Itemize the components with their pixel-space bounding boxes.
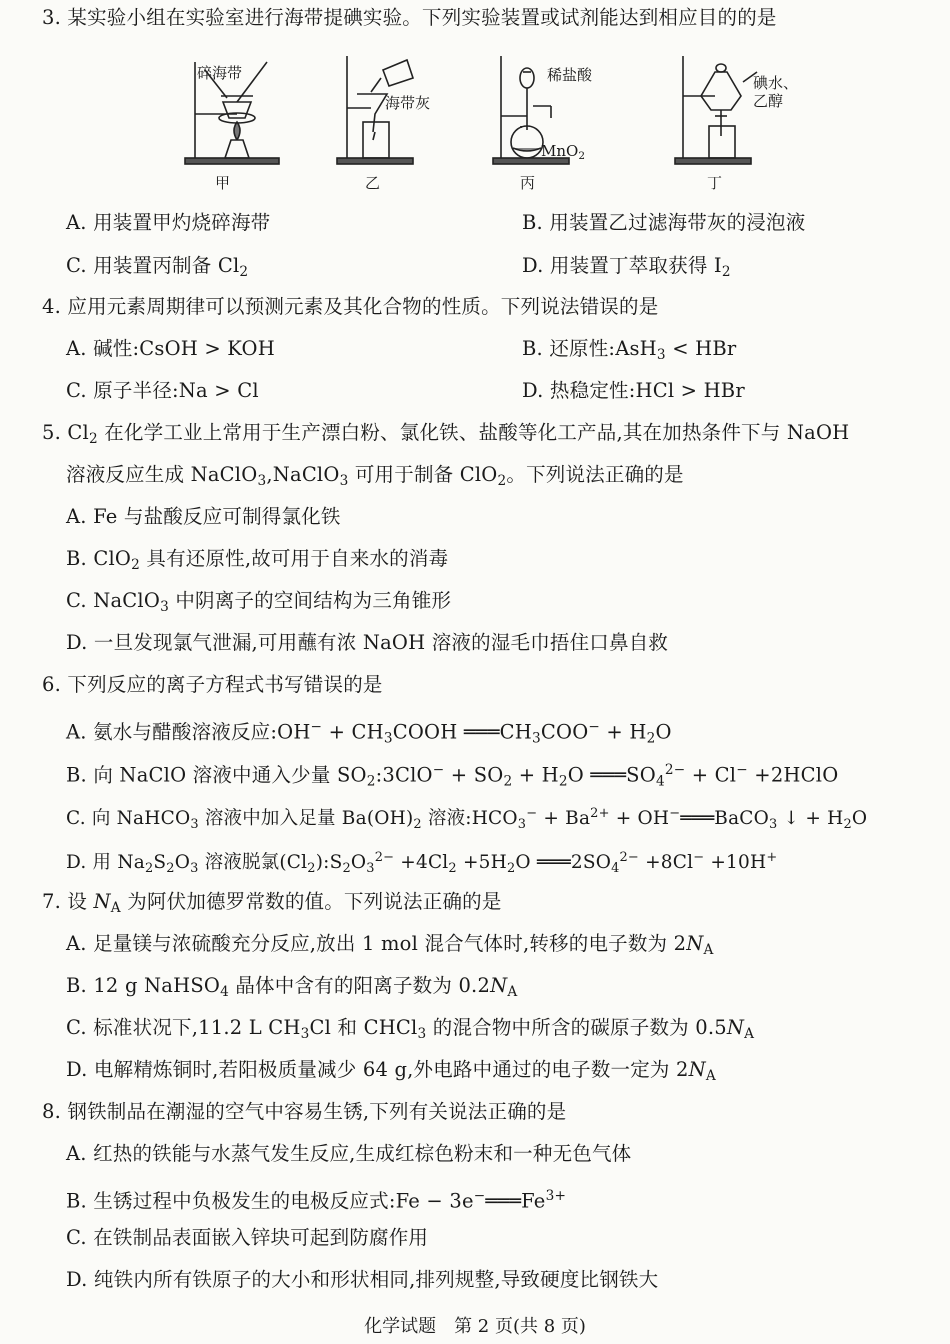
q3-option-a: A. 用装置甲灼烧碎海带	[66, 211, 271, 234]
apparatus-ding	[675, 56, 757, 164]
label-iodine-water: 碘水、	[753, 74, 799, 92]
q7-option-b: B. 12 g NaHSO$_4$ 晶体中含有的阳离子数为 $0.2N_A$	[66, 974, 518, 1001]
label-mno2: MnO$_2$	[541, 142, 586, 163]
label-seaweed-fragments: 碎海带	[197, 64, 243, 82]
q4-option-c: C. 原子半径:Na > Cl	[66, 379, 259, 402]
q8-stem: 8. 钢铁制品在潮湿的空气中容易生锈,下列有关说法正确的是	[42, 1100, 567, 1123]
q3-option-c: C. 用装置丙制备 $Cl_2$	[66, 254, 249, 281]
q5-option-d: D. 一旦发现氯气泄漏,可用蘸有浓 NaOH 溶液的湿毛巾捂住口鼻自救	[66, 631, 669, 654]
caption-bing: 丙	[520, 174, 536, 192]
caption-yi: 乙	[365, 174, 381, 192]
q4-option-a: A. 碱性:CsOH > KOH	[66, 337, 275, 360]
caption-jia: 甲	[215, 174, 231, 192]
apparatus-drawing	[175, 42, 825, 202]
q6-option-c: C. 向 NaHCO$_3$ 溶液中加入足量 $Ba(OH)_2$ 溶液$:HCO_3^- + Ba^{2+}$ + OH−═══BaCO$_3$ ↓ + $H_2O$	[66, 806, 868, 832]
label-dilute-hcl: 稀盐酸	[547, 66, 593, 84]
q6-option-d: D. 用 $Na_2S_2O_3$ 溶液脱氯$(Cl_2):S_2O_3^{2-} +4Cl_2 +5H_2O$ $═══2SO_4^{2-} +8Cl^- +10H^+$	[66, 850, 778, 876]
q7-stem: 7. 设 $N_A$ 为阿伏加德罗常数的值。下列说法正确的是	[42, 890, 502, 917]
q3-stem: 3. 某实验小组在实验室进行海带提碘实验。下列实验装置或试剂能达到相应目的的是	[42, 6, 777, 29]
q8-option-d: D. 纯铁内所有铁原子的大小和形状相同,排列规整,导致硬度比钢铁大	[66, 1268, 659, 1291]
q6-stem: 6. 下列反应的离子方程式书写错误的是	[42, 673, 383, 696]
q5-option-b: B. ClO$_2$ 具有还原性,故可用于自来水的消毒	[66, 547, 449, 574]
caption-ding: 丁	[707, 174, 723, 192]
q7-option-d: D. 电解精炼铜时,若阳极质量减少 64 g,外电路中通过的电子数一定为 $2N_A$	[66, 1058, 716, 1085]
q5-option-c: C. NaClO$_3$ 中阴离子的空间结构为三角锥形	[66, 589, 452, 616]
label-ethanol: 乙醇	[753, 92, 784, 110]
q3-option-b: B. 用装置乙过滤海带灰的浸泡液	[522, 211, 806, 234]
q7-option-c: C. 标准状况下,11.2 L $CH_3Cl$ 和 CHCl$_3$ 的混合物中所含的碳原子数为 $0.5N_A$	[66, 1016, 755, 1043]
q6-option-b: B. 向 NaClO 溶液中通入少量 $SO_2:3ClO^- + SO_2 + H_2O$ $═══SO_4^{2-} + Cl^-$ +2HClO	[66, 762, 839, 790]
q4-stem: 4. 应用元素周期律可以预测元素及其化合物的性质。下列说法错误的是	[42, 295, 659, 318]
q5-stem-line1: 5. $Cl_2$ 在化学工业上常用于生产漂白粉、氯化铁、盐酸等化工产品,其在加热条件下与 NaOH	[42, 421, 850, 448]
q6-option-a: A. 氨水与醋酸溶液反应:OH− + $CH_3COOH$ $═══CH_3COO^- + H_2O$	[66, 719, 672, 747]
q5-stem-line2: 溶液反应生成 NaClO$_3$,NaClO$_3$ 可用于制备 ClO$_2$。下列说法正确的是	[66, 463, 684, 490]
q8-option-c: C. 在铁制品表面嵌入锌块可起到防腐作用	[66, 1226, 429, 1249]
q4-option-b: B. 还原性:AsH$_3$ < HBr	[522, 337, 737, 364]
q8-option-a: A. 红热的铁能与水蒸气发生反应,生成红棕色粉末和一种无色气体	[66, 1142, 632, 1165]
q4-option-d: D. 热稳定性:HCl > HBr	[522, 379, 745, 402]
q3-option-d: D. 用装置丁萃取获得 $I_2$	[522, 254, 731, 281]
q7-option-a: A. 足量镁与浓硫酸充分反应,放出 1 mol 混合气体时,转移的电子数为 $2N_A$	[66, 932, 714, 959]
label-seaweed-ash: 海带灰	[385, 94, 431, 112]
q5-option-a: A. Fe 与盐酸反应可制得氯化铁	[66, 505, 341, 528]
q8-option-b: B. 生锈过程中负极发生的电极反应式:Fe − $3e^-═══Fe^{3+}$	[66, 1188, 567, 1213]
q3-apparatus-figure	[175, 42, 825, 202]
page-footer: 化学试题 第 2 页(共 8 页)	[364, 1316, 586, 1337]
